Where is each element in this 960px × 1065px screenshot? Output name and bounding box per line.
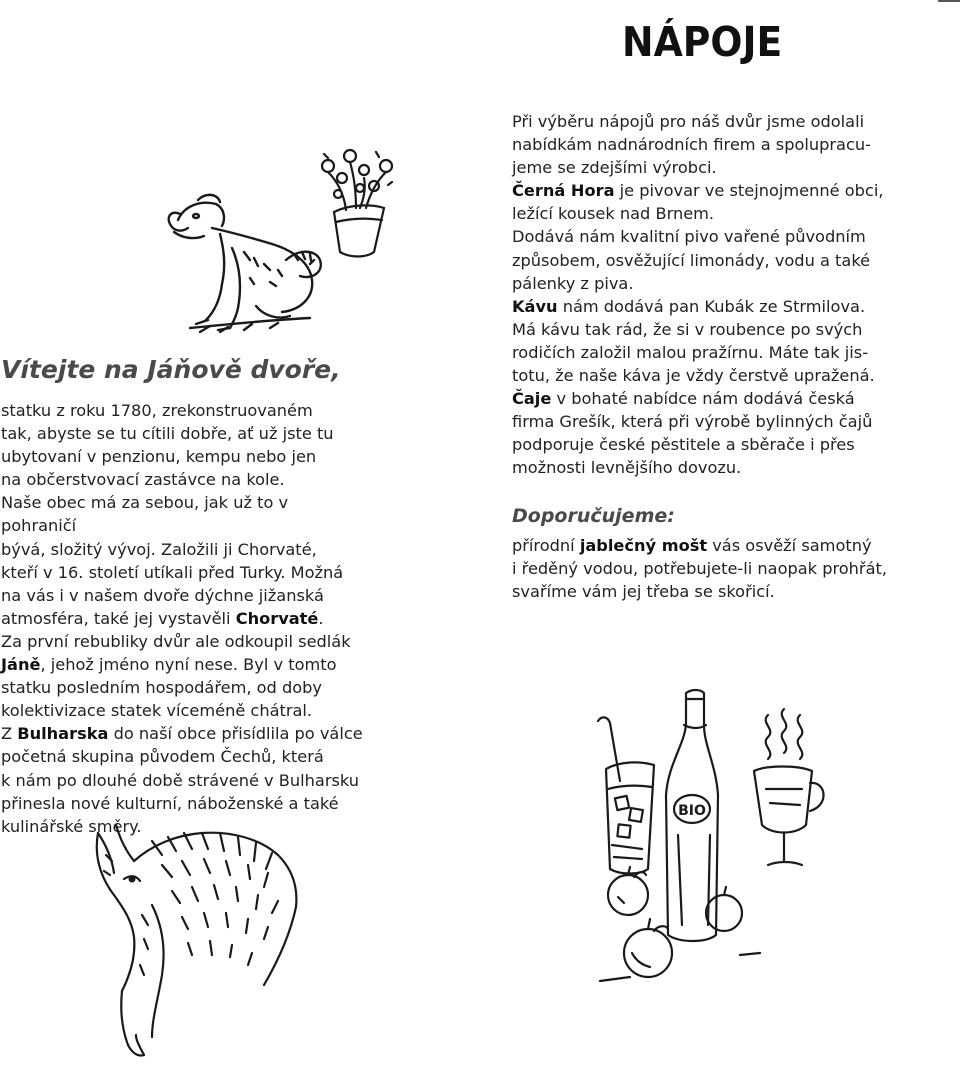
drinks-line: možnosti levnějšího dovozu.: [512, 458, 742, 478]
history-line: tak, abyste se tu cítili dobře, ať už jste tu: [1, 424, 334, 444]
page-title: NÁPOJE: [622, 18, 783, 66]
history-line: statku posledním hospodářem, od doby: [1, 678, 322, 698]
history-line: [1, 653, 366, 676]
drinks-line: způsobem, osvěžující limonády, vodu a také: [512, 250, 871, 270]
history-line: k nám po dlouhé době strávené v Bulharsku: [1, 770, 360, 790]
recommend-heading: Doporučujeme:: [512, 505, 675, 527]
history-text-span: do naší obce přisídlila po válce: [108, 724, 363, 744]
history-line: na vás i v našem dvoře dýchne jižanská: [1, 585, 324, 605]
drinks-line: ležící kousek nad Brnem.: [512, 204, 715, 224]
drinks-line: Má kávu tak rád, že si v roubence po svých: [512, 319, 863, 339]
history-line: [1, 722, 366, 745]
history-text-span: Z: [1, 724, 18, 744]
coffee-highlight: Kávu: [512, 296, 558, 316]
drinks-line: Při výběru nápojů pro náš dvůr jsme odolali: [512, 112, 865, 131]
history-text-span: , jehož jméno nyní nese. Byl v tomto: [40, 655, 337, 675]
drinks-line: jeme se zdejšími výrobci.: [512, 158, 717, 178]
drinks-line: Dodává nám kvalitní pivo vařené původním: [512, 227, 866, 247]
drinks-line: rodičích založil malou pražírnu. Máte tak jis-: [512, 342, 869, 362]
drinks-line: [512, 387, 892, 410]
history-line: na občerstvovací zastávce na kole.: [1, 470, 285, 490]
drinks-text-span: je pivovar ve stejnojmenné obci,: [614, 181, 884, 201]
bulgaria-highlight: Bulharska: [17, 724, 109, 744]
drinks-line: nabídkám nadnárodních firem a spolupracu-: [512, 135, 871, 155]
history-text: [1, 399, 366, 838]
history-line: statku z roku 1780, zrekonstruovaném: [1, 401, 313, 420]
apple-icon: [624, 919, 672, 977]
drinks-line: firma Grešík, která při výrobě bylinných čajů: [512, 412, 873, 432]
history-line: kolektivizace statek víceméně chátral.: [1, 701, 313, 721]
drinks-text-span: v bohaté nabídce nám dodává česká: [551, 389, 855, 409]
straw-icon: [598, 717, 620, 781]
recommend-text: [512, 534, 932, 603]
bio-bottle-icon: [666, 690, 718, 941]
history-line: bývá, složitý vývoj. Založili ji Chorvaté,: [1, 539, 317, 559]
drinks-illustration: [590, 685, 850, 995]
apple-icon: [706, 887, 742, 931]
history-line: kulinářské směry.: [1, 816, 142, 836]
drinks-text: [512, 110, 892, 480]
history-line: ubytovaní v penzionu, kempu nebo jen: [1, 447, 317, 467]
bottle-label: BIO: [678, 803, 706, 819]
croats-highlight: Chorvaté: [235, 608, 319, 628]
recommend-text-span: přírodní: [512, 536, 580, 555]
history-line: početná skupina původem Čechů, která: [1, 747, 324, 767]
history-line: kteří v 16. století utíkali před Turky. Možná: [1, 562, 344, 582]
page-corner-mark: [938, 0, 960, 2]
drinks-line: [512, 179, 892, 202]
wolf-illustration: [92, 815, 302, 1060]
apple-icon: [608, 867, 648, 915]
history-text-span: .: [318, 608, 324, 628]
cerna-hora-highlight: Černá Hora: [512, 181, 615, 201]
drinks-line: pálenky z piva.: [512, 273, 634, 293]
history-line: přinesla nové kulturní, náboženské a také: [1, 793, 339, 813]
welcome-heading: Vítejte na Jáňově dvoře,: [1, 355, 341, 384]
apple-juice-highlight: jablečný mošt: [579, 536, 708, 555]
recommend-line: svaříme vám jej třeba se skořicí.: [512, 582, 775, 602]
drinks-line: totu, že naše káva je vždy čerstvě upražená.: [512, 366, 875, 386]
recommend-line: [512, 534, 932, 557]
history-line: [1, 607, 366, 630]
drinks-text-span: nám dodává pan Kubák ze Strmilova.: [557, 296, 866, 316]
drinks-line: podporuje české pěstitele a sběrače i přes: [512, 435, 855, 455]
recommend-line: i ředěný vodou, potřebujete-li naopak prohřát,: [512, 559, 887, 579]
flower-pot-illustration: [316, 142, 400, 262]
history-line: Naše obec má za sebou, jak už to v pohraničí: [1, 493, 289, 536]
recommend-text-span: vás osvěží samotný: [707, 536, 872, 555]
tea-highlight: Čaje: [512, 389, 552, 409]
jane-highlight: Jáně: [1, 655, 41, 675]
dog-illustration: [160, 188, 330, 333]
drinks-line: [512, 295, 892, 318]
steaming-mug-icon: [754, 709, 824, 865]
history-text-span: atmosféra, také jej vystavěli: [1, 608, 236, 628]
history-line: Za první rebubliky dvůr ale odkoupil sedlák: [1, 631, 351, 651]
